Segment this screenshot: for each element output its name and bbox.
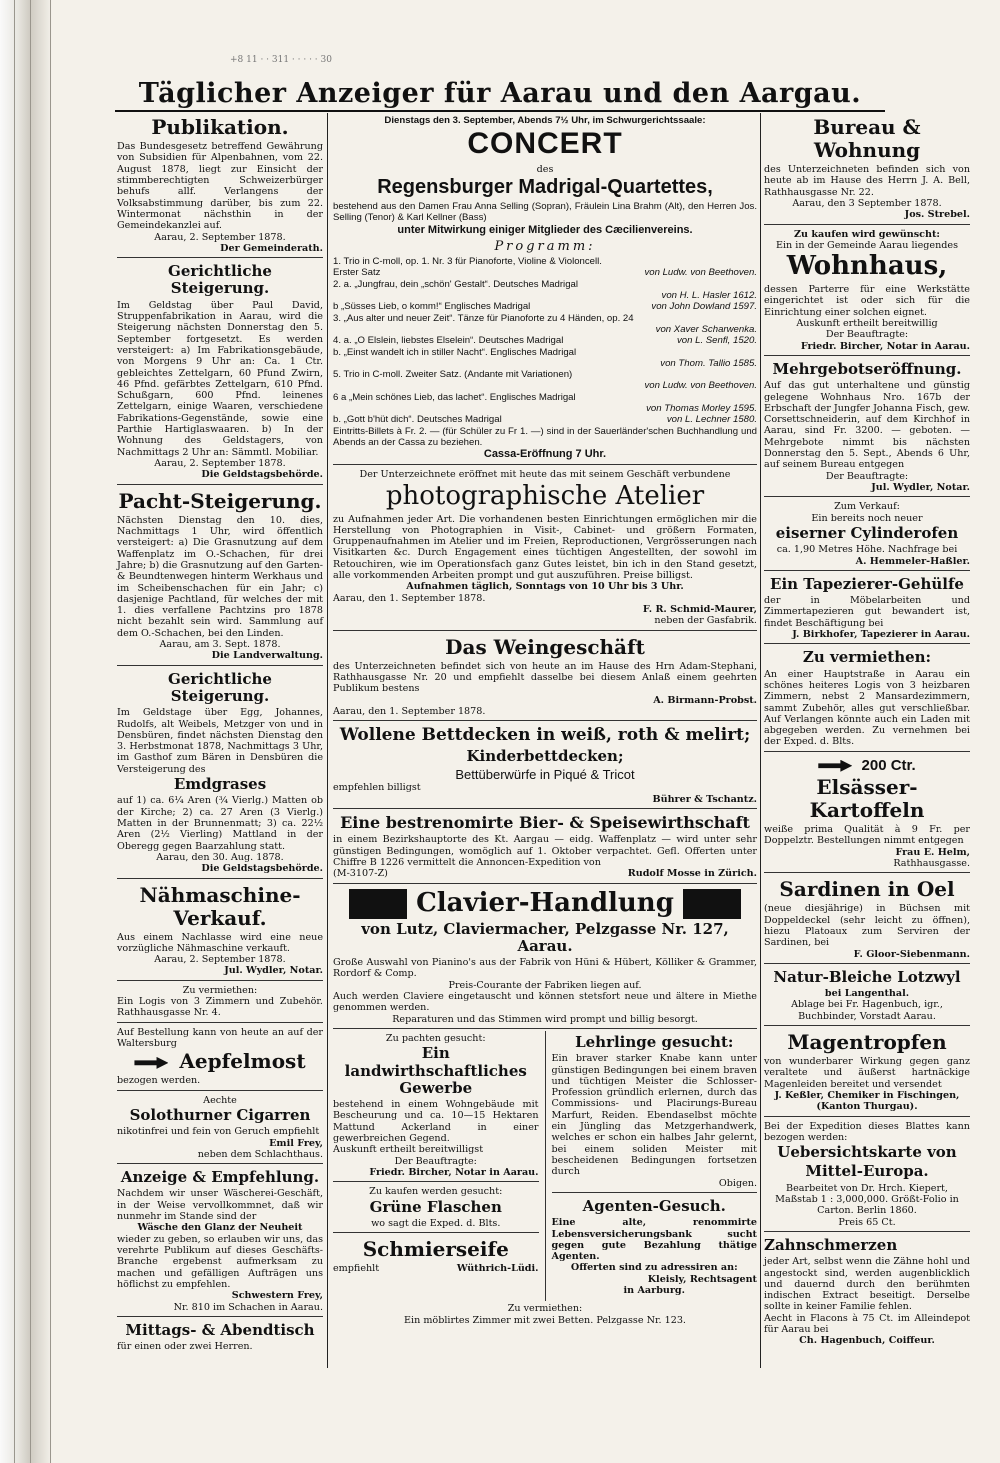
program-item — [333, 403, 757, 414]
ad-agenten — [552, 1195, 758, 1299]
ad-title: Clavier-Handlung — [416, 887, 674, 918]
ad-pre: Zu kaufen wird gewünscht: — [794, 228, 940, 240]
ad-hours: Aufnahmen täglich, Sonntags von 10 Uhr bis 3 Uhr. — [406, 581, 684, 593]
page-edge — [0, 0, 52, 1463]
ad-title: Gerichtliche Steigerung. — [168, 262, 272, 298]
ad-signature: F. Gloor-Siebenmann. — [853, 948, 970, 960]
ad-body: wieder zu geben, so erlauben wir uns, das verehrte Publikum auf dieses Geschäfts-Branche ergebenst aufmerksam zu machen und gefälligen Aufträgen uns höflichst zu empfehlen. — [117, 1233, 323, 1290]
program-item — [333, 279, 757, 290]
program-piece: 5. Trio in C-moll. Zweiter Satz. (Andante mit Variationen) — [333, 369, 573, 381]
program-composer: von Ludw. von Beethoven. — [644, 267, 757, 279]
ad-title: Agenten-Gesuch. — [582, 1196, 726, 1215]
ad-body: auf 1) ca. 6¼ Aren (¾ Vierlg.) Matten ob der Kirche; 2) ca. 27 Aren (3 Vierlg.) Matten in der Brunnenmatt; 3) ca. 22½ Aren (2½ Vierling) Mattland in der Oberegg gegen Baarzahlung statt. — [117, 795, 323, 852]
program-item — [333, 301, 757, 312]
ad-flaschen — [333, 1184, 539, 1233]
column-center — [333, 113, 757, 1331]
ad-body: Eine alte, renommirte Lebensversicherungsbank sucht gegen gute Bezahlung thätige Agenten. — [551, 1217, 757, 1263]
program-item — [333, 392, 757, 403]
ad-tapezierer — [764, 573, 970, 645]
ad-signature: Rudolf Mosse in Zürich. — [627, 868, 757, 880]
ad-body: weiße prima Qualität à 9 Fr. per Doppelztr. Bestellungen nimmt entgegen — [764, 824, 970, 847]
ad-signature: Friedr. Bircher, Notar in Aarau. — [800, 340, 970, 352]
ad-des: des — [536, 163, 554, 175]
ad-footer — [333, 868, 757, 879]
ad-body: Offerten sind zu adressiren an: — [570, 1262, 738, 1274]
ad-title: Ein Tapezierer-Gehülfe — [770, 574, 964, 593]
ad-aepfelmost — [117, 1025, 323, 1091]
ad-body: Eintritts-Billets à Fr. 2. — (für Schüler zu Fr 1. —) sind in der Sauerländer'schen Buchhandlung und Abends an der Cassa zu beziehen. — [333, 425, 757, 449]
ad-zahn — [764, 1234, 970, 1350]
ad-price: Preis 65 Ct. — [838, 1216, 896, 1228]
ad-title: Zahnschmerzen — [764, 1235, 898, 1254]
ad-signature-line: in Aarburg. — [623, 1285, 685, 1297]
ad-body: bestehend aus den Damen Frau Anna Selling (Sopran), Fräulein Lina Brahm (Alt), den Herren Jos. Selling (Tenor) & Karl Kellner (Bass) — [333, 201, 757, 224]
ad-title: Uebersichtskarte von — [777, 1143, 957, 1162]
ad-title: Elsässer-Kartoffeln — [809, 775, 925, 823]
ad-by: Der Beauftragte: — [825, 329, 909, 341]
column-left — [117, 113, 323, 1357]
program-item — [333, 290, 757, 301]
ad-signature-line: neben der Gasfabrik. — [654, 615, 757, 627]
ad-body: Auf Bestellung kann von heute an auf der Waltersburg — [117, 1026, 323, 1049]
ad-code: (M-3107-Z) — [333, 868, 388, 880]
column-right — [764, 113, 970, 1352]
ad-body: des Unterzeichneten befindet sich von heute an im Hause des Hrn Adam-Stephani, Rathhausgasse Nr. 20 und empfiehlt dasselbe bei diesem Anlaß einem geehrten Publikum bestens — [333, 660, 757, 695]
ad-subtitle: Kinderbettdecken; — [466, 746, 624, 765]
ad-date: Aarau, am 3. Sept. 1878. — [159, 639, 281, 651]
program-item — [333, 380, 757, 391]
ad-date: Aarau, 2. September 1878. — [154, 458, 286, 469]
ad-body: zu Aufnahmen jeder Art. Die vorhandenen besten Einrichtungen ermöglichen mir die Herstellung von Photographien in Visit-, Cabinet- und größern Formaten, Gruppenaufnahmen im Atelier und im Freien, Reproductionen, Vergrösserungen nach Visitkarten &c. Durch Engagement eines tüchtigen Angestellten, der sowohl im Retouchiren, wie im Operationsfach ganz Gutes leistet, bin ich in den Stand gesetzt, alle vorkommenden Arbeiten prompt und gut auszuführen. Preise billigst. — [333, 513, 757, 582]
ad-body: Ein in der Gemeinde Aarau liegendes — [775, 239, 959, 251]
ad-highlight: Wäsche den Glanz der Neuheit — [137, 1222, 303, 1234]
ad-body: empfiehlt — [333, 1263, 380, 1275]
ad-pre-row — [764, 757, 970, 774]
ad-title: Sardinen in Oel — [779, 877, 955, 902]
ad-signature: J. Keßler, Chemiker in Fischingen, (Kanton Thurgau). — [774, 1089, 960, 1113]
ad-date: Aarau, den 3 September 1878. — [792, 197, 942, 209]
ad-item: Emdgrases — [173, 775, 267, 794]
ad-row — [333, 1031, 757, 1301]
ad-subtitle: Regensburger Madrigal-Quartettes, — [377, 176, 713, 199]
ad-vermiethen — [764, 646, 970, 751]
ad-cassa: Cassa-Eröffnung 7 Uhr. — [483, 448, 607, 461]
ad-body: nikotinfrei und fein von Geruch empfiehlt — [117, 1126, 320, 1138]
ad-body: Aus einem Nachlasse wird eine neue vorzügliche Nähmaschine verkauft. — [117, 931, 323, 954]
program-composer: von Ludw. von Beethoven. — [644, 380, 757, 392]
ad-schmierseife — [333, 1235, 539, 1277]
ad-title: Anzeige & Empfehlung. — [120, 1168, 320, 1187]
ad-title: Nähmaschine-Verkauf. — [139, 882, 301, 930]
ad-body: Preis-Courante der Fabriken liegen auf. — [448, 979, 642, 991]
program-list — [333, 256, 757, 426]
ad-title: photographische Atelier — [385, 480, 705, 511]
ad-signature: Emil Frey, — [269, 1137, 323, 1149]
program-composer: von L. Lechner 1580. — [666, 414, 757, 426]
ad-body: Reparaturen und das Stimmen wird prompt und billig besorgt. — [392, 1013, 698, 1025]
ad-landwirth — [333, 1031, 539, 1182]
ad-bureau — [764, 113, 970, 225]
ad-subtitle-2: Bettüberwürfe in Piqué & Tricot — [455, 767, 635, 783]
ad-signature: Wüthrich-Lüdi. — [456, 1263, 539, 1275]
ad-body: Nachdem wir unser Wäscherei-Geschäft, in der Weise vervollkommnet, daß wir nunmehr im Stande sind der — [117, 1188, 323, 1222]
ad-magentropfen — [764, 1028, 970, 1117]
ad-body: empfehlen billigst — [333, 782, 421, 794]
ad-body: bestehend in einem Wohngebäude mit Bescheurung und ca. 10—15 Hektaren Mattund Ackerland in einer gewerbreichen Gegend. — [333, 1099, 539, 1144]
ad-heading: Zu vermiethen: — [507, 1303, 583, 1315]
pointing-hand-icon — [818, 760, 852, 772]
ad-body: Aecht in Flacons à 75 Ct. im Alleindepot für Aarau bei — [764, 1312, 970, 1336]
ad-title-row — [117, 1050, 323, 1073]
ad-body: für einen oder zwei Herren. — [117, 1341, 253, 1353]
ad-wein — [333, 633, 757, 722]
ad-title: Aepfelmost — [179, 1049, 306, 1074]
ad-body: Das Bundesgesetz betreffend Gewährung von Subsidien für Alpenbahnen, vom 22. August 1878, liegt zur Einsicht der stimmberechtigten Schweizerbürger behufs allf. Verlangens der Volksabstimmung darüber, bis zum 22. Wintermonat nächsthin in der Gemeindekanzlei auf. — [117, 141, 323, 232]
ad-body: Ein bereits noch neuer — [811, 512, 923, 524]
ad-zimmer — [333, 1301, 757, 1329]
edge-line — [14, 0, 15, 1463]
program-composer: von John Dowland 1597. — [651, 301, 757, 313]
ad-pacht — [117, 487, 323, 666]
ad-signature-line: Nr. 810 im Schachen in Aarau. — [173, 1301, 323, 1313]
program-composer: von L. Senfl, 1520. — [676, 335, 757, 347]
ad-subcolumn-left — [333, 1031, 539, 1301]
ad-kartoffeln — [764, 754, 970, 874]
ad-date: Aarau, den 1. September 1878. — [333, 592, 486, 604]
masthead-title: Täglicher Anzeiger für Aarau und den Aargau. — [138, 78, 862, 109]
ad-body: wo sagt die Exped. d. Blts. — [371, 1217, 501, 1229]
ad-footer — [333, 1263, 539, 1274]
ad-body: Ablage bei Fr. Hagenbuch, igr., Buchbinder, Vorstadt Aarau. — [791, 999, 943, 1022]
ad-title: Natur-Bleiche Lotzwyl — [773, 967, 961, 986]
ad-bettdecken — [333, 723, 757, 809]
ad-body: unter Mitwirkung einiger Mitglieder des Cæcilienvereins. — [397, 223, 693, 236]
ad-pre: Zum Verkauf: — [834, 501, 900, 513]
ad-pre: 200 Ctr. — [861, 756, 916, 774]
program-piece: 4. a. „O Elslein, liebstes Elselein“. Deutsches Madrigal — [333, 335, 564, 347]
ad-body: jeder Art, selbst wenn die Zähne hohl und angestockt sind, werden augenblicklich und dauernd durch den berühmten indischen Extract beseitigt. Derselbe sollte in keiner Familie fehlen. — [764, 1256, 970, 1313]
ad-by: Der Beauftragte: — [825, 470, 909, 482]
ad-body: An einer Hauptstraße in Aarau ein schönes heiteres Logis von 3 heizbaren Zimmern, nebst 2 Mansardezimmern, sammt Zubehör, alles gut verschließbar. Auf Verlangen könnte auch ein Laden mit abgegeben werden. Zu vernehmen bei der Exped. d. Blts. — [764, 668, 970, 748]
ad-concert — [333, 113, 757, 465]
ad-title: Ein landwirthschaftliches Gewerbe — [344, 1044, 527, 1097]
program-piece: 6 a „Mein schönes Lieb, das lachet“. Englisches Madrigal — [333, 391, 576, 403]
ad-signature: J. Birkhofer, Tapezierer in Aarau. — [792, 629, 970, 641]
ad-subcolumn-right — [552, 1031, 758, 1301]
ad-steigerung — [117, 260, 323, 485]
ad-clavier — [333, 886, 757, 1029]
ad-title-2: Mittel-Europa. — [805, 1162, 929, 1181]
program-item — [333, 267, 757, 278]
ad-signature: Die Landverwaltung. — [211, 650, 323, 662]
ad-title: Eine bestrenomirte Bier- & Speisewirthschaft — [340, 812, 750, 832]
program-piece: b. „Einst wandelt ich in stiller Nacht“. Englisches Madrigal — [333, 346, 577, 358]
ad-cigarren — [117, 1093, 323, 1165]
ad-date: Aarau, den 30. Aug. 1878. — [156, 851, 284, 863]
program-piece: Erster Satz — [333, 267, 381, 279]
ad-wirtschaft — [333, 811, 757, 884]
ad-body: des Unterzeichneten befinden sich von heute ab im Hause des Herrn J. A. Bell, Rathhausgasse Nr. 22. — [764, 164, 970, 198]
ad-signature: Bührer & Tschantz. — [652, 793, 757, 805]
pointing-hand-icon — [134, 1057, 168, 1069]
ad-body: Ein möblirtes Zimmer mit zwei Betten. Pelzgasse Nr. 123. — [404, 1314, 686, 1326]
ad-date: Aarau, 2. September 1878. — [154, 231, 286, 243]
ad-signature: Ch. Hagenbuch, Coiffeur. — [799, 1335, 935, 1347]
ad-title: Lehrlinge gesucht: — [575, 1032, 734, 1051]
program-piece: b „Süsses Lieb, o komm!“ Englisches Madrigal — [333, 301, 531, 313]
ad-signature-line: neben dem Schlachthaus. — [197, 1148, 323, 1160]
ad-date: Aarau, 2. September 1878. — [154, 954, 286, 966]
ad-title: Solothurner Cigarren — [129, 1105, 311, 1124]
ad-title: Das Weingeschäft — [445, 634, 645, 659]
ad-title: Grüne Flaschen — [369, 1197, 502, 1216]
ad-pre: Bei der Expedition dieses Blattes kann bezogen werden: — [764, 1120, 970, 1143]
ad-title: CONCERT — [467, 127, 623, 161]
ad-signature: Obigen. — [718, 1177, 757, 1189]
ad-pre: Aechte — [203, 1094, 237, 1106]
ad-signature: Frau E. Helm, — [895, 846, 970, 858]
ad-body: der in Möbelarbeiten und Zimmertapezieren gut bewandert ist, findet Beschäftigung bei — [764, 595, 970, 629]
column-rule — [327, 113, 328, 1368]
program-item — [333, 369, 757, 380]
program-piece: 2. a. „Jungfrau, dein „schön' Gestalt“. Deutsches Madrigal — [333, 278, 578, 290]
edge-line — [50, 0, 51, 1463]
ad-signature: Kleisly, Rechtsagent — [647, 1273, 757, 1285]
program-piece: 3. „Aus alter und neuer Zeit“. Tänze für Pianoforte zu 4 Händen, op. 24 — [333, 312, 634, 324]
masthead-rule — [115, 110, 885, 112]
ad-body: (neue diesjährige) in Büchsen mit Doppeldeckel (sehr leicht zu öffnen), hiezu Platoaux zum Serviren der Sardinen, bei — [764, 903, 970, 949]
ad-title: Mehrgebotseröffnung. — [772, 359, 962, 378]
ad-signature: Jul. Wydler, Notar. — [871, 482, 970, 494]
piano-icon — [683, 889, 741, 919]
program-composer: von Xaver Scharwenka. — [655, 323, 757, 335]
program-title: Programm: — [494, 238, 596, 254]
ad-title-row — [333, 889, 757, 919]
ad-pre: Der Unterzeichnete eröffnet mit heute das mit seinem Geschäft verbundene — [359, 469, 731, 481]
ad-atelier — [333, 467, 757, 630]
ad-pre: Zu kaufen werden gesucht: — [369, 1186, 503, 1198]
program-item — [333, 414, 757, 425]
ad-bleiche — [764, 966, 970, 1026]
piano-icon — [349, 889, 407, 919]
ad-steigerung-2 — [117, 668, 323, 879]
ad-note: bezogen werden. — [117, 1075, 201, 1087]
ad-title: Zu vermiethen: — [802, 648, 932, 667]
ad-lehrlinge — [552, 1031, 758, 1193]
ad-signature: Die Geldstagsbehörde. — [201, 469, 323, 481]
program-composer: von Thom. Tallio 1585. — [660, 357, 757, 369]
ad-title: eiserner Cylinderofen — [775, 523, 959, 542]
ad-signature: Friedr. Bircher, Notar in Aarau. — [369, 1166, 539, 1178]
ad-mehrgebot — [764, 358, 970, 497]
ad-signature: Die Geldstagsbehörde. — [201, 863, 323, 875]
program-composer: von Thomas Morley 1595. — [646, 403, 757, 415]
ad-body: Bearbeitet von Dr. Hrch. Kiepert, Maßstab 1 : 3,000,000. Größt-Folio in Carton. Berlin 1860. — [775, 1182, 959, 1217]
column-rule — [545, 1031, 546, 1301]
program-item — [333, 335, 757, 346]
program-item — [333, 358, 757, 369]
ad-body: in einem Bezirkshauptorte des Kt. Aargau — eidg. Waffenplatz — wird unter sehr günstigen Bedingungen, womöglich auf 1. Oktober verpachtet. Gefl. Offerten unter Chiffre B 1226 vermittelt die Annoncen-Expedition von — [333, 834, 757, 868]
column-rule — [760, 113, 761, 1368]
ad-signature: F. R. Schmid-Maurer, — [642, 604, 757, 616]
ad-body: Große Auswahl von Pianino's aus der Fabrik von Hüni & Hübert, Kölliker & Grammer, Rordorf & Comp. — [333, 957, 757, 980]
ad-publikation — [117, 113, 323, 258]
program-item — [333, 347, 757, 358]
ad-body: Auf das gut unterhaltene und günstig gelegene Wohnhaus Nro. 167b der Erbschaft der Jungfer Johanna Fisch, gew. Corsettschneiderin, auf dem Kirchhof in Aarau, sind Fr. 3200. — geboten. — Mehrgebote nimmt bis nächsten Donnerstag den 5. Sept., Abends 6 Uhr, auf seinem Bureau entgegen — [764, 380, 970, 471]
edge-line — [30, 0, 31, 1463]
ad-title: Schmierseife — [362, 1237, 509, 1262]
ad-heading: Zu vermiethen: — [182, 984, 258, 996]
ad-anzeige — [117, 1166, 323, 1317]
ad-title: Mittags- & Abendtisch — [125, 1320, 315, 1339]
ad-title: Bureau & Wohnung — [813, 115, 921, 162]
program-piece: 1. Trio in C-moll, op. 1. Nr. 3 für Pianoforte, Violine & Violoncell. — [333, 256, 602, 268]
ad-naehmaschine — [117, 881, 323, 981]
ad-subtitle: bei Langenthal. — [824, 988, 910, 1000]
ad-body: Ein Logis von 3 Zimmern und Zubehör. Rathhausgasse Nr. 4. — [117, 996, 323, 1019]
program-item — [333, 313, 757, 324]
ad-title: Pacht-Steigerung. — [118, 488, 322, 513]
program-item — [333, 324, 757, 335]
ad-title: Wollene Bettdecken in weiß, roth & melirt; — [339, 725, 751, 746]
top-marks: +8 11 · · 311 · · · · · 30 — [230, 55, 332, 65]
ad-sardinen — [764, 875, 970, 964]
ad-logis — [117, 983, 323, 1023]
program-item — [333, 256, 757, 267]
ad-body: ca. 1,90 Metres Höhe. Nachfrage bei — [776, 544, 958, 556]
ad-body: Ein braver starker Knabe kann unter günstigen Bedingungen bei einem braven und tüchtigen Meister die Schlosser-Profession gründlich erlernen, durch das Commissions- und Placirungs-Bureau Marfurt, Reiden. Ebendaselbst möchte ein Jüngling das Metzgerhandwerk, welches er schon ein halbes Jahr gelernt, bei einem soliden Meister mit bescheidenen Bedingungen fortsetzen durch — [551, 1053, 757, 1178]
ad-signature: Jos. Strebel. — [904, 209, 970, 221]
program-composer: von H. L. Hasler 1612. — [661, 289, 757, 301]
ad-signature: Schwestern Frey, — [231, 1290, 323, 1302]
ad-pre: Dienstags den 3. September, Abends 7½ Uhr, im Schwurgerichtssaale: — [384, 115, 706, 126]
ad-title: Wohnhaus, — [786, 251, 948, 282]
ad-wohnhaus — [764, 227, 970, 356]
ad-signature: Jul. Wydler, Notar. — [224, 965, 323, 977]
ad-title: Gerichtliche Steigerung. — [168, 669, 272, 705]
ad-signature: A. Hemmeler-Haßler. — [855, 555, 970, 567]
ad-info: Auskunft ertheilt bereitwillig — [796, 318, 938, 330]
ad-pre: Zu pachten gesucht: — [385, 1032, 486, 1044]
ad-title: Publikation. — [151, 115, 289, 139]
ad-title: Magentropfen — [787, 1030, 947, 1055]
ad-karte — [764, 1119, 970, 1232]
ad-by: Der Beauftragte: — [394, 1155, 477, 1167]
ad-signature: Der Gemeinderath. — [220, 242, 323, 254]
ad-ofen — [764, 499, 970, 571]
ad-body: von wunderbarer Wirkung gegen ganz veraltete und äußerst hartnäckige Magenleiden bereitet und versendet — [764, 1056, 970, 1090]
ad-mittags — [117, 1319, 323, 1356]
ad-signature-line: Rathhausgasse. — [893, 857, 970, 869]
ad-signature: A. Birmann-Probst. — [653, 694, 757, 706]
ad-body: Im Geldstag über Paul David, Struppenfabrikation in Aarau, wird die Steigerung nächsten Donnerstag den 5. September fortgesetzt. Es werden versteigert: a) Im Fabrikationsgebäude, von Morgens 9 Uhr an: Ca. 1 Ctr. gebleichtes Zettelgarn, 60 Pfund Zwirn, 46 Pfnd. gefärbtes Zettelgarn, 610 Pfnd. Schußgarn, 600 Pfnd. leinenes Zettelgarn, einige Waaren, verschiedene Fabrikations-Gegenstände, sowie eine Parthie Hartiglaswaaren. b) In der Wohnung des Geldstagers, von Nachmittags 2 Uhr an: Sämmtl. Mobiliar. — [117, 299, 323, 458]
ad-body: Auch werden Claviere eingetauscht und können stetsfort neue und ältere in Miethe genommen werden. — [333, 991, 757, 1014]
ad-info: Auskunft ertheilt bereitwilligst — [333, 1144, 484, 1156]
ad-body: Im Geldstage über Egg, Johannes, Rudolfs, alt Weibels, Metzger von und in Densbüren, findet nächsten Dienstag den 3. Herbstmonat 1878, Nachmittags 3 Uhr, im Gasthof zum Bären in Densbüren die Versteigerung des — [117, 707, 323, 775]
ad-body: Nächsten Dienstag den 10. dies, Nachmittags 1 Uhr, wird öffentlich versteigert: a) Die Grasnutzung auf dem Waffenplatz im O.-Schachen, für drei Jahre; b) die Grasnutzung auf den Garten- & Beundtenwegen hinterm Werkhaus und im Scheibenschachen für ein Jahr; c) dasjenige Pachtland, für welches der mit 1. dies verfallene Pachtzins pro 1878 nicht bezahlt sein wird. Sammlung auf dem O.-Schachen, bei den Linden. — [117, 514, 323, 639]
program-piece: b. „Gott b'hüt dich“. Deutsches Madrigal — [333, 414, 502, 426]
ad-date: Aarau, den 1. September 1878. — [333, 705, 486, 717]
ad-body: dessen Parterre für eine Werkstätte eingerichtet ist oder sich für die Einrichtung einer solchen eignet. — [764, 284, 970, 318]
ad-subtitle: von Lutz, Claviermacher, Pelzgasse Nr. 127, Aarau. — [361, 919, 729, 955]
